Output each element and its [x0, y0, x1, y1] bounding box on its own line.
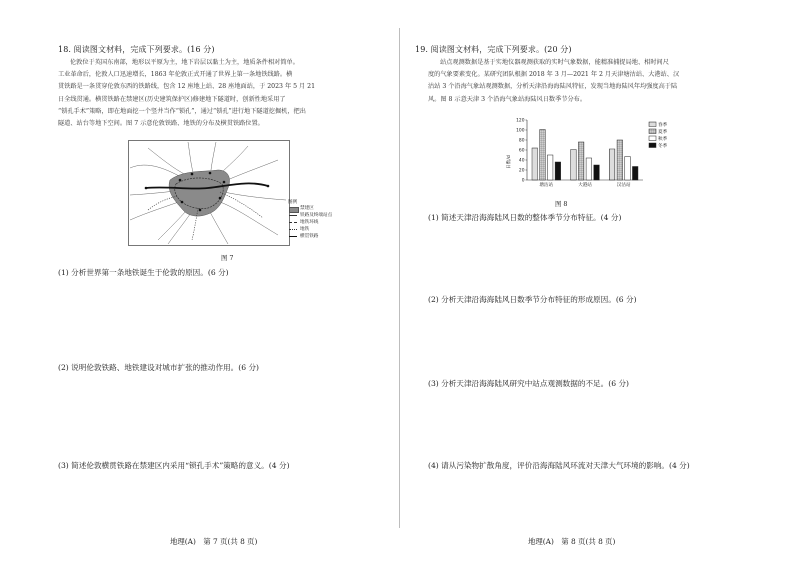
- legend-swatch: [649, 129, 656, 134]
- legend-swatch: [649, 143, 656, 148]
- q19-sub4: (4) 请从污染物扩散角度，评价沿海海陆风环流对天津大气环境的影响。(4 分): [428, 461, 690, 470]
- q19-sub2: (2) 分析天津沿海海陆风日数季节分布特征的形成原因。(6 分): [428, 295, 637, 304]
- chart-x-labels: [539, 181, 631, 188]
- y-tick-label: 40: [518, 158, 525, 164]
- y-tick-label: 0: [521, 178, 525, 184]
- legend-swatch-railway: [289, 215, 297, 216]
- legend-metro: 地铁: [300, 227, 310, 232]
- legend-swatch-metro: [289, 229, 297, 230]
- sea-land-breeze-chart: [505, 114, 705, 196]
- q18-sub1: (1) 分析世界第一条地铁诞生于伦敦的原因。(6 分): [58, 268, 229, 277]
- q18-sub3: (3) 简述伦敦横贯铁路在禁建区内采用“锁孔手术”策略的意义。(4 分): [58, 461, 290, 470]
- q19-sub3: (3) 分析天津沿海海陆风研究中站点观测数据的不足。(6 分): [428, 379, 629, 388]
- bar-夏季: [617, 140, 623, 180]
- y-tick-label: 80: [518, 138, 525, 144]
- y-tick-label: 60: [518, 148, 525, 154]
- q18-para-line: 贯铁路是一条贯穿伦敦东西的铁路线，包含 12 座地上站、28 座地面站，于 2023 年 5 月 21: [58, 83, 316, 91]
- legend-label: 秋季: [658, 137, 668, 142]
- x-tick-label: 汉沽站: [616, 183, 631, 188]
- bar-秋季: [586, 158, 592, 180]
- bar-夏季: [540, 130, 546, 181]
- q19-sub1: (1) 简述天津沿海海陆风日数的整体季节分布特征。(4 分): [428, 213, 622, 222]
- bar-春季: [532, 148, 538, 180]
- q19-para-line: 沽站 3 个沿海气象站观测数据，分析天津沿海海陆风特征，发现当地海陆风年均强度高于陆: [428, 83, 678, 91]
- legend-swatch-loop: [289, 222, 297, 223]
- figure-7-caption: 图 7: [221, 254, 234, 262]
- legend-title: 图例: [288, 200, 298, 205]
- legend-swatch: [649, 136, 656, 141]
- legend-label: 冬季: [658, 144, 668, 149]
- q18-sub2: (2) 说明伦敦铁路、地铁建设对城市扩张的推动作用。(6 分): [58, 363, 259, 372]
- legend-label: 夏季: [658, 130, 668, 135]
- legend-crossrail: 横贯铁路: [300, 234, 319, 239]
- page-8-footer: 地理(A) 第 8 页(共 8 页): [528, 537, 616, 546]
- q18-para-line: 伦敦位于英国东南部，地形以平原为主，地下岩层以黏土为主，地质条件相对简单。: [70, 59, 299, 66]
- legend-railway: 铁路及终端站点: [300, 213, 333, 218]
- page-7-footer: 地理(A) 第 7 页(共 8 页): [170, 537, 258, 546]
- legend-swatch-restricted: [289, 207, 299, 213]
- bar-秋季: [625, 157, 631, 181]
- legend-label: 春季: [658, 123, 668, 128]
- bar-冬季: [594, 165, 600, 180]
- x-tick-label: 大港站: [578, 183, 592, 188]
- q18-para-line: 日全线贯通。横贯铁路在禁建区(历史建筑保护区)修建地下隧道时，创新性地采用了: [58, 95, 286, 103]
- q18-para-line: “锁孔手术”策略，即在地面挖一个竖井当作“锁孔”，通过“锁孔”进行地下隧道挖掘机，把出: [58, 107, 306, 115]
- bar-夏季: [578, 142, 584, 180]
- y-tick-label: 100: [516, 128, 525, 134]
- chart-legend: [649, 121, 668, 149]
- legend-swatch-crossrail: [289, 236, 297, 237]
- q18-material: [58, 57, 388, 130]
- bar-冬季: [555, 162, 561, 180]
- legend-restricted: 禁建区: [300, 206, 314, 211]
- legend-swatch: [649, 122, 656, 127]
- legend-metro-loop: 地铁环线: [300, 220, 319, 225]
- q19-para-line: 度的气象要素变化。某研究团队根据 2018 年 3 月—2021 年 2 月天津塘沽站、大港站、汉: [428, 71, 680, 79]
- q19-material: [428, 57, 768, 106]
- q18-title: 18. 阅读图文材料，完成下列要求。(16 分): [58, 45, 215, 54]
- y-tick-label: 20: [518, 168, 525, 174]
- chart-ylabel: 日数/d: [507, 155, 512, 169]
- q18-para-line: 隧道、站台等地下空间。图 7 示意伦敦铁路、地铁的分布及横贯铁路位置。: [58, 120, 264, 128]
- bar-冬季: [632, 167, 638, 181]
- bar-春季: [609, 149, 615, 180]
- q19-para-line: 站点观测数据是基于实地仪器观测获取的实时气象数据，能精准捕捉局地、相时间尺: [440, 59, 669, 66]
- y-tick-label: 120: [516, 118, 525, 124]
- bar-秋季: [547, 155, 553, 180]
- bar-春季: [571, 150, 577, 181]
- q19-para-line: 风。图 8 示意天津 3 个沿海气象站海陆风日数季节分布。: [428, 95, 587, 103]
- figure-8-caption: 图 8: [555, 200, 568, 208]
- q18-para-line: 工业革命后，伦敦人口迅速增长，1863 年伦敦正式开通了世界上第一条地铁线路。横: [58, 71, 293, 79]
- x-tick-label: 塘沽站: [539, 183, 554, 188]
- chart-bars: [532, 130, 638, 181]
- page-8: [400, 0, 800, 579]
- london-rail-map: [128, 140, 290, 246]
- q19-title: 19. 阅读图文材料，完成下列要求。(20 分): [415, 45, 572, 54]
